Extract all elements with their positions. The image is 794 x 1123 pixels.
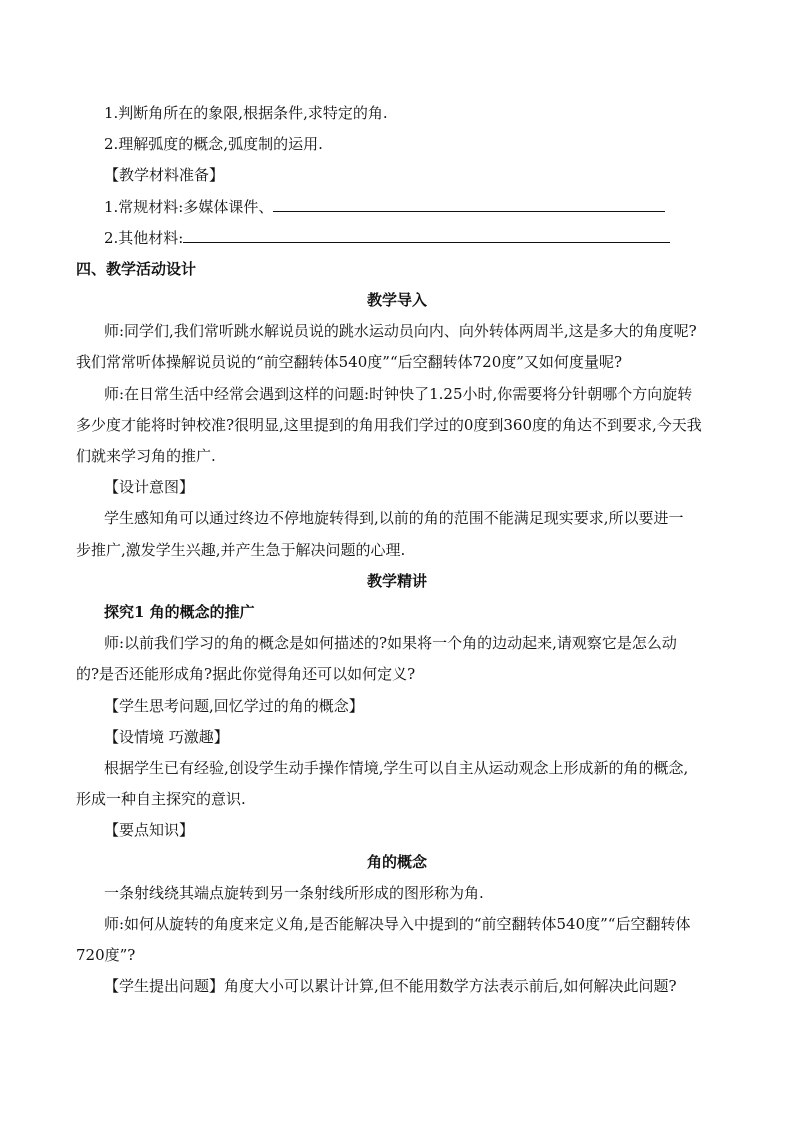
situation-line-2: 形成一种自主探究的意识. — [76, 790, 246, 808]
materials-item-1-blank — [273, 197, 665, 212]
student-question-text: 角度大小可以累计计算,但不能用数学方法表示前后,如何解决此问题? — [224, 977, 677, 995]
design-intent-line-2: 步推广,激发学生兴趣,并产生急于解决问题的心理. — [76, 541, 406, 559]
design-intent-heading: 【设计意图】 — [104, 478, 195, 496]
intro-paragraph-2-line-2: 多少度才能将时钟校准?很明显,这里提到的角用我们学过的0度到360度的角达不到要求,今天我 — [76, 416, 702, 434]
materials-item-2 — [104, 228, 670, 248]
objective-1: 1.判断角所在的象限,根据条件,求特定的角. — [104, 104, 388, 122]
intro-paragraph-2-line-3: 们就来学习角的推广. — [76, 447, 216, 465]
explore-1-heading: 探究1 角的概念的推广 — [104, 603, 255, 621]
teacher-question-line-2: 720度”? — [76, 946, 136, 964]
student-think-note: 【学生思考问题,回忆学过的角的概念】 — [104, 697, 364, 715]
situation-line-1: 根据学生已有经验,创设学生动手操作情境,学生可以自主从运动观念上形成新的角的概念, — [104, 759, 689, 777]
situation-heading: 【设情境 巧激趣】 — [104, 728, 229, 746]
design-intent-line-1: 学生感知角可以通过终边不停地旋转得到,以前的角的范围不能满足现实要求,所以要进一 — [104, 509, 684, 527]
concept-title: 角的概念 — [366, 853, 427, 871]
intro-paragraph-1-line-1: 师:同学们,我们常听跳水解说员说的跳水运动员向内、向外转体两周半,这是多大的角度呢? — [104, 322, 697, 340]
materials-heading: 【教学材料准备】 — [104, 166, 225, 184]
intro-paragraph-2-line-1: 师:在日常生活中经常会遇到这样的问题:时钟快了1.25小时,你需要将分针朝哪个方向旋转 — [104, 385, 693, 403]
materials-item-2-label: 2.其他材料: — [104, 229, 184, 247]
materials-item-2-blank — [183, 228, 670, 243]
key-points-heading: 【要点知识】 — [104, 821, 195, 839]
question-line-1: 师:以前我们学习的角的概念是如何描述的?如果将一个角的边动起来,请观察它是怎么动 — [104, 634, 677, 652]
objective-2: 2.理解弧度的概念,弧度制的运用. — [104, 135, 323, 153]
materials-item-1-label: 1.常规材料:多媒体课件、 — [104, 198, 274, 216]
section-4-heading: 四、教学活动设计 — [76, 260, 197, 278]
teacher-question-line-1: 师:如何从旋转的角度来定义角,是否能解决导入中提到的“前空翻转体540度”“后空翻转体 — [104, 915, 691, 933]
student-question — [104, 976, 677, 996]
intro-title: 教学导入 — [366, 291, 427, 309]
lecture-title: 教学精讲 — [366, 572, 427, 590]
intro-paragraph-1-line-2: 我们常常听体操解说员说的“前空翻转体540度”“后空翻转体720度”又如何度量呢? — [76, 353, 622, 371]
question-line-2: 的?是否还能形成角?据此你觉得角还可以如何定义? — [76, 665, 416, 683]
angle-definition: 一条射线绕其端点旋转到另一条射线所形成的图形称为角. — [104, 884, 484, 902]
materials-item-1 — [104, 197, 665, 217]
student-question-label: 【学生提出问题】 — [104, 977, 225, 995]
